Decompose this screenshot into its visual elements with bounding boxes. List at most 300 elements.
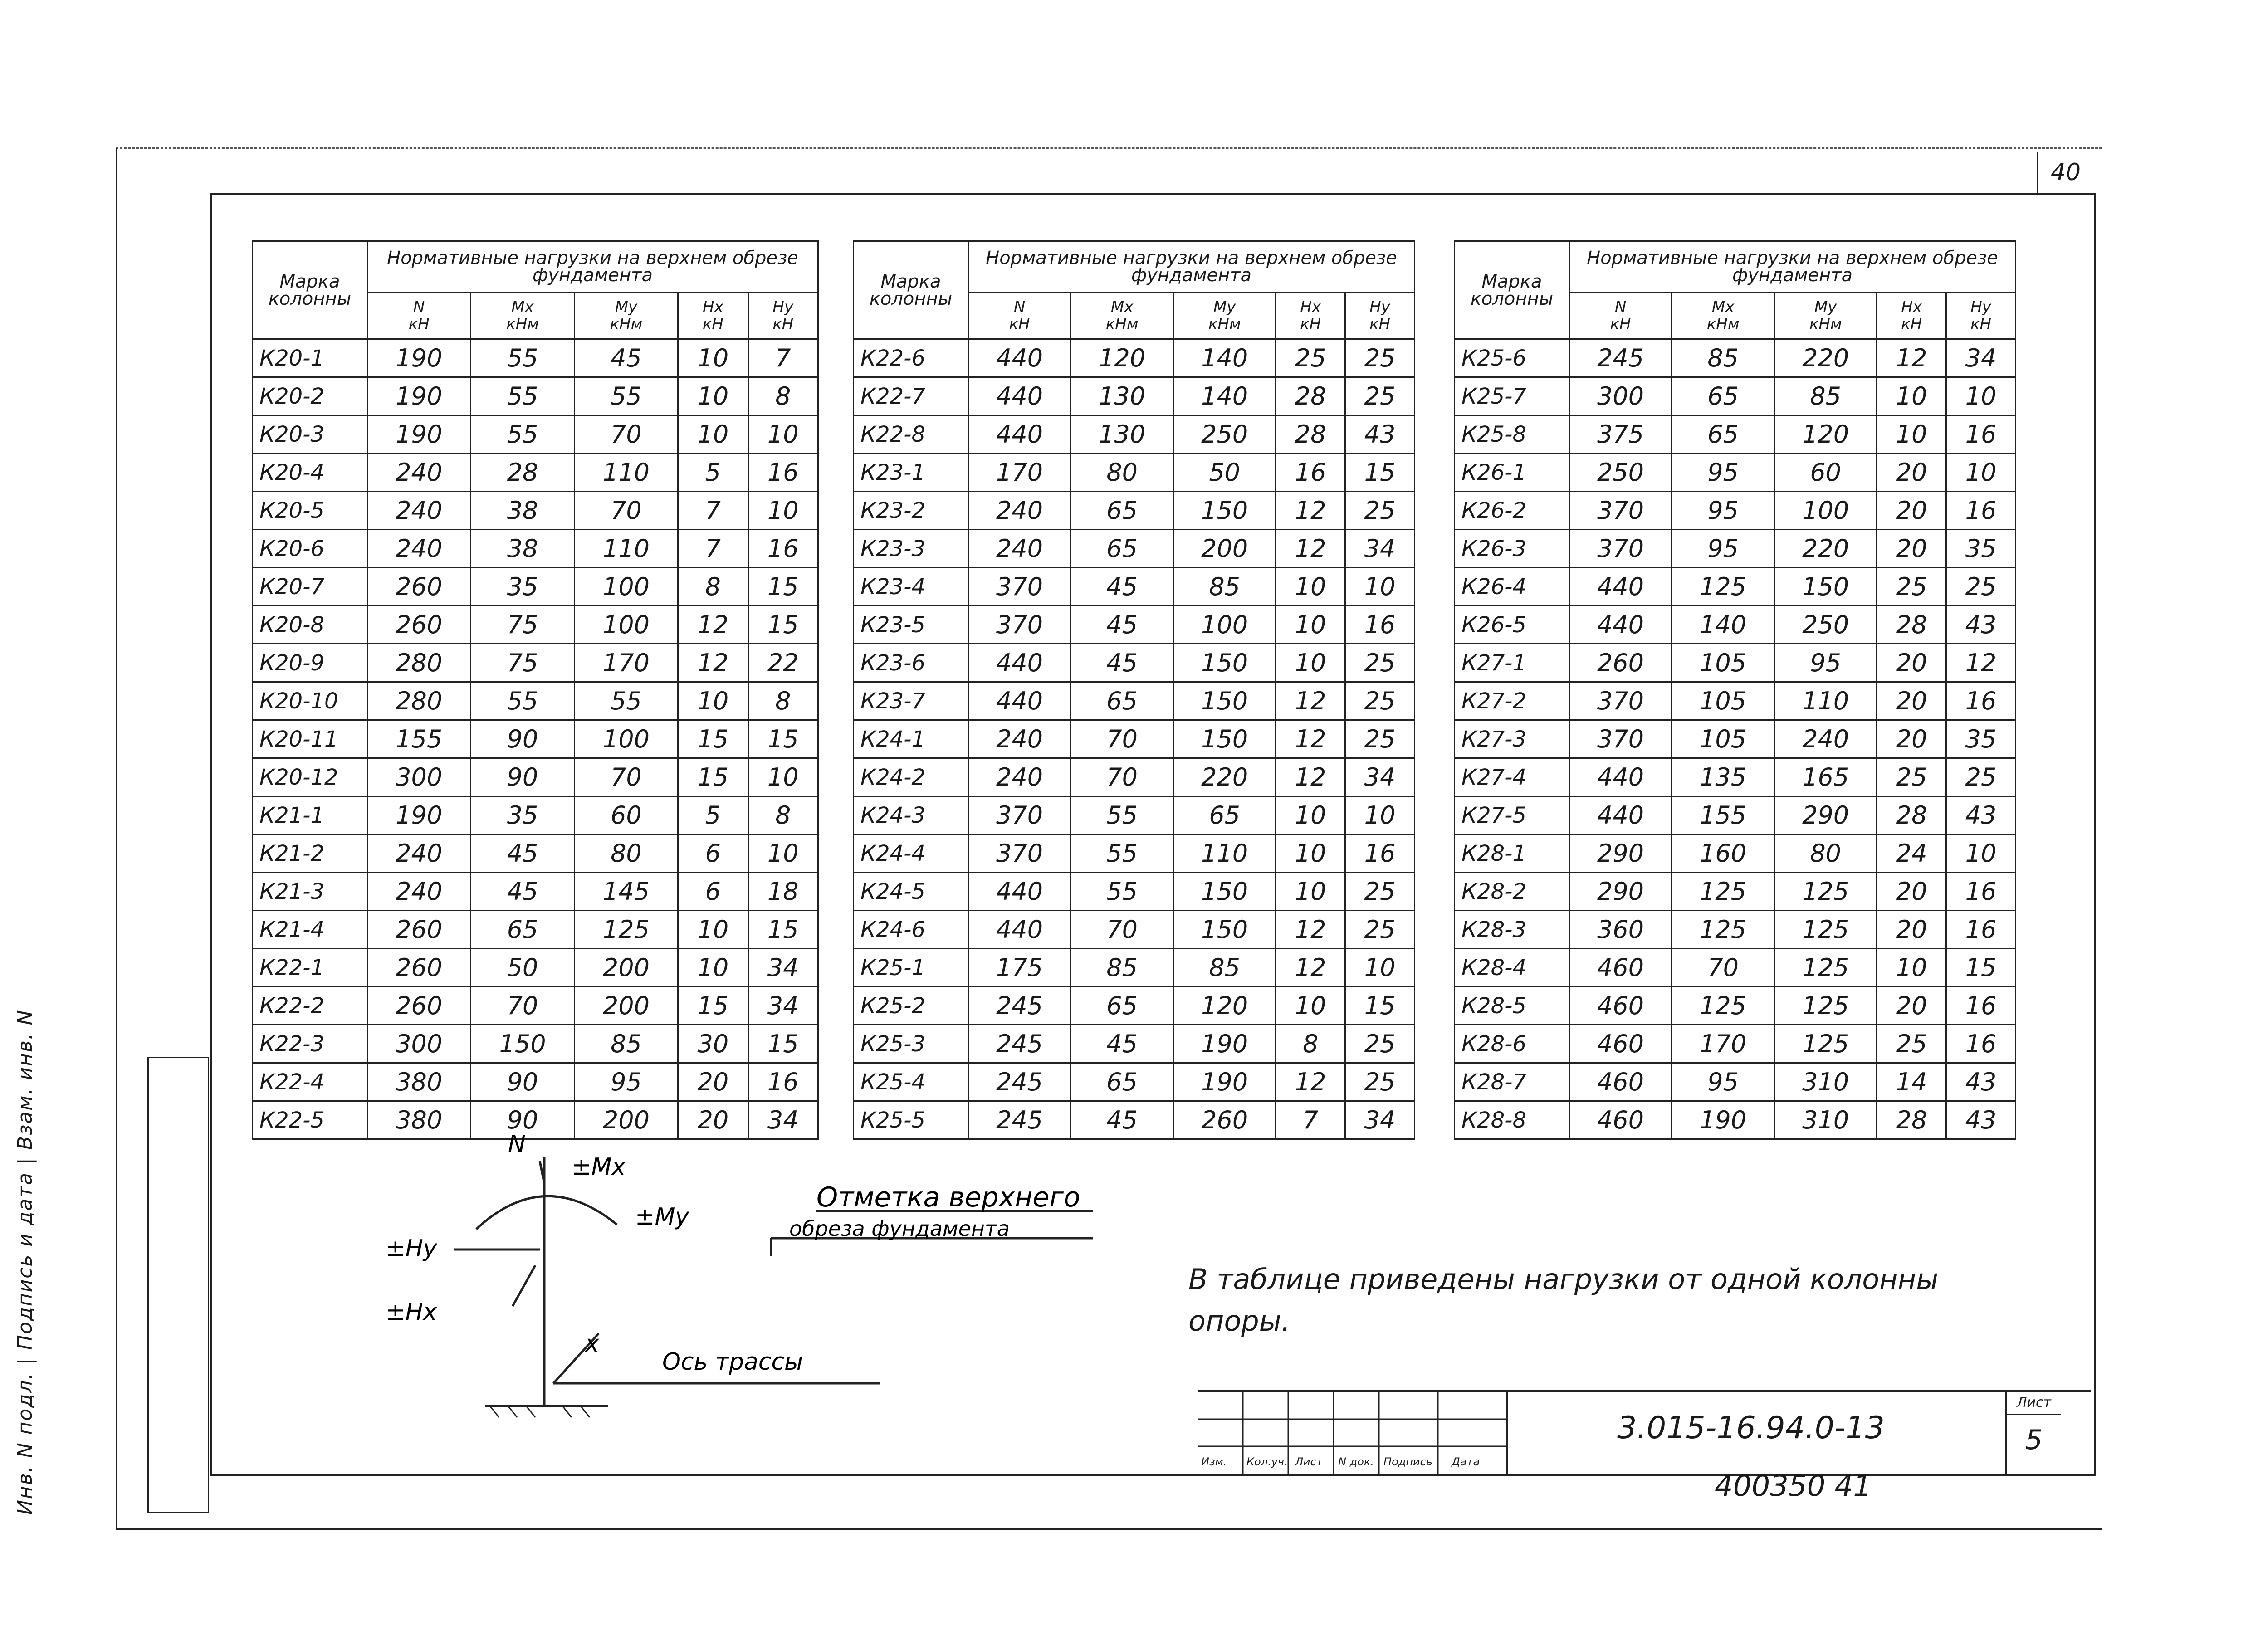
load-value-cell: 190 bbox=[367, 377, 471, 415]
load-value-cell: 440 bbox=[1569, 758, 1672, 796]
column-mark-cell: К24-1 bbox=[854, 720, 968, 758]
load-value-cell: 175 bbox=[968, 949, 1071, 987]
column-mark-cell: К20-11 bbox=[253, 720, 367, 758]
column-unit: кН bbox=[1300, 315, 1321, 333]
column-mark-cell: К27-4 bbox=[1455, 758, 1569, 796]
load-value-cell: 360 bbox=[1569, 911, 1672, 949]
load-value-cell: 45 bbox=[1071, 644, 1173, 682]
load-value-cell: 290 bbox=[1774, 796, 1877, 835]
load-value-cell: 45 bbox=[574, 339, 678, 377]
column-mark-cell: К21-1 bbox=[253, 796, 367, 835]
load-value-cell: 10 bbox=[1276, 644, 1345, 682]
load-value-cell: 65 bbox=[471, 911, 574, 949]
table-row bbox=[253, 492, 818, 530]
table-row bbox=[1455, 1063, 2016, 1101]
table-row bbox=[1455, 949, 2016, 987]
load-value-cell: 110 bbox=[574, 530, 678, 568]
load-value-cell: 200 bbox=[574, 987, 678, 1025]
table-row bbox=[1455, 454, 2016, 492]
load-value-cell: 12 bbox=[1276, 911, 1345, 949]
load-value-cell: 28 bbox=[1276, 415, 1345, 454]
load-value-cell: 28 bbox=[1877, 796, 1946, 835]
load-value-cell: 370 bbox=[968, 796, 1071, 835]
load-value-cell: 260 bbox=[367, 949, 471, 987]
load-value-cell: 100 bbox=[574, 720, 678, 758]
load-value-cell: 95 bbox=[1774, 644, 1877, 682]
load-value-cell: 10 bbox=[1345, 949, 1415, 987]
load-value-cell: 15 bbox=[748, 911, 818, 949]
load-value-cell: 10 bbox=[748, 835, 818, 873]
load-value-cell: 35 bbox=[471, 568, 574, 606]
column-symbol: My bbox=[615, 298, 638, 316]
column-mark-cell: К25-4 bbox=[854, 1063, 968, 1101]
sheet-number: 40 bbox=[2037, 152, 2093, 195]
load-value-cell: 34 bbox=[1345, 758, 1415, 796]
load-value-cell: 65 bbox=[1071, 1063, 1173, 1101]
load-value-cell: 160 bbox=[1672, 835, 1774, 873]
load-value-cell: 12 bbox=[1276, 758, 1345, 796]
load-value-cell: 43 bbox=[1946, 796, 2016, 835]
table-row bbox=[1455, 644, 2016, 682]
column-mark-cell: К22-4 bbox=[253, 1063, 367, 1101]
load-value-cell: 95 bbox=[1672, 530, 1774, 568]
column-mark-cell: К26-4 bbox=[1455, 568, 1569, 606]
load-value-cell: 12 bbox=[1276, 949, 1345, 987]
loads-header: Нормативные нагрузки на верхнем обрезе фундамента bbox=[367, 241, 818, 293]
load-value-cell: 10 bbox=[678, 377, 748, 415]
top-mark-label-2: обреза фундамента bbox=[789, 1216, 1010, 1241]
cap-data: Дата bbox=[1452, 1455, 1480, 1468]
column-mark-cell: К28-7 bbox=[1455, 1063, 1569, 1101]
load-value-cell: 190 bbox=[1672, 1101, 1774, 1139]
label-n: N bbox=[508, 1134, 526, 1158]
load-value-cell: 75 bbox=[471, 644, 574, 682]
table-row bbox=[253, 1063, 818, 1101]
load-value-cell: 95 bbox=[574, 1063, 678, 1101]
load-value-cell: 150 bbox=[1173, 644, 1276, 682]
load-value-cell: 16 bbox=[748, 530, 818, 568]
column-mark-cell: К21-4 bbox=[253, 911, 367, 949]
load-value-cell: 170 bbox=[968, 454, 1071, 492]
column-unit: кН bbox=[1369, 315, 1391, 333]
load-value-cell: 260 bbox=[367, 911, 471, 949]
load-value-cell: 20 bbox=[1877, 530, 1946, 568]
load-value-cell: 240 bbox=[367, 530, 471, 568]
table-row bbox=[253, 454, 818, 492]
table-row bbox=[1455, 1101, 2016, 1139]
load-value-cell: 125 bbox=[1672, 911, 1774, 949]
load-value-cell: 10 bbox=[1276, 873, 1345, 911]
load-value-cell: 12 bbox=[1276, 492, 1345, 530]
column-mark-cell: К23-5 bbox=[854, 606, 968, 644]
load-value-cell: 34 bbox=[748, 1101, 818, 1139]
load-value-cell: 70 bbox=[574, 415, 678, 454]
table-row bbox=[1455, 796, 2016, 835]
load-value-cell: 110 bbox=[1173, 835, 1276, 873]
load-value-cell: 25 bbox=[1345, 873, 1415, 911]
load-value-cell: 375 bbox=[1569, 415, 1672, 454]
load-value-cell: 34 bbox=[1345, 1101, 1415, 1139]
load-value-cell: 12 bbox=[678, 644, 748, 682]
table-row bbox=[1455, 530, 2016, 568]
table-row bbox=[854, 530, 1415, 568]
load-value-cell: 240 bbox=[367, 454, 471, 492]
load-value-cell: 380 bbox=[367, 1101, 471, 1139]
table-row bbox=[854, 796, 1415, 835]
load-value-cell: 60 bbox=[574, 796, 678, 835]
load-value-cell: 155 bbox=[367, 720, 471, 758]
column-mark-cell: К22-7 bbox=[854, 377, 968, 415]
load-value-cell: 290 bbox=[1569, 873, 1672, 911]
load-value-cell: 15 bbox=[1946, 949, 2016, 987]
table-row bbox=[854, 454, 1415, 492]
table-row bbox=[854, 949, 1415, 987]
load-value-cell: 280 bbox=[367, 682, 471, 720]
column-unit: кН bbox=[1970, 315, 1992, 333]
load-value-cell: 240 bbox=[968, 492, 1071, 530]
table-row bbox=[253, 949, 818, 987]
load-value-cell: 15 bbox=[748, 1025, 818, 1063]
column-mark-cell: К25-1 bbox=[854, 949, 968, 987]
load-value-cell: 38 bbox=[471, 530, 574, 568]
load-value-cell: 150 bbox=[471, 1025, 574, 1063]
load-value-cell: 260 bbox=[1569, 644, 1672, 682]
load-value-cell: 65 bbox=[1071, 530, 1173, 568]
load-value-cell: 15 bbox=[748, 606, 818, 644]
column-unit: кНм bbox=[1105, 315, 1139, 333]
mark-header: Марка колонны bbox=[854, 241, 968, 339]
load-value-cell: 25 bbox=[1877, 1025, 1946, 1063]
load-value-cell: 28 bbox=[1877, 1101, 1946, 1139]
load-value-cell: 5 bbox=[678, 796, 748, 835]
column-mark-cell: К23-3 bbox=[854, 530, 968, 568]
load-value-cell: 200 bbox=[574, 949, 678, 987]
load-value-cell: 10 bbox=[748, 492, 818, 530]
load-value-cell: 20 bbox=[1877, 873, 1946, 911]
load-value-cell: 18 bbox=[748, 873, 818, 911]
load-value-cell: 25 bbox=[1877, 568, 1946, 606]
column-mark-cell: К22-1 bbox=[253, 949, 367, 987]
load-value-cell: 170 bbox=[574, 644, 678, 682]
load-value-cell: 120 bbox=[1071, 339, 1173, 377]
load-value-cell: 35 bbox=[1946, 530, 2016, 568]
label-mx: ±Mx bbox=[572, 1153, 626, 1181]
table-row bbox=[854, 682, 1415, 720]
column-symbol: Hy bbox=[772, 298, 794, 316]
table-row bbox=[854, 492, 1415, 530]
load-value-cell: 190 bbox=[367, 796, 471, 835]
load-value-cell: 260 bbox=[367, 568, 471, 606]
load-value-cell: 245 bbox=[968, 1025, 1071, 1063]
load-value-cell: 80 bbox=[574, 835, 678, 873]
load-value-cell: 50 bbox=[471, 949, 574, 987]
column-mark-cell: К27-2 bbox=[1455, 682, 1569, 720]
column-symbol: Mx bbox=[511, 298, 534, 316]
load-value-cell: 20 bbox=[678, 1101, 748, 1139]
column-mark-cell: К25-2 bbox=[854, 987, 968, 1025]
column-mark-cell: К22-8 bbox=[854, 415, 968, 454]
loads-table-1 bbox=[252, 240, 819, 1140]
load-value-cell: 43 bbox=[1946, 1101, 2016, 1139]
column-header-my bbox=[1774, 293, 1877, 339]
load-value-cell: 70 bbox=[471, 987, 574, 1025]
load-value-cell: 125 bbox=[1774, 873, 1877, 911]
load-value-cell: 90 bbox=[471, 1101, 574, 1139]
load-value-cell: 60 bbox=[1774, 454, 1877, 492]
load-value-cell: 460 bbox=[1569, 1063, 1672, 1101]
load-value-cell: 440 bbox=[1569, 606, 1672, 644]
table-row bbox=[854, 720, 1415, 758]
column-mark-cell: К27-1 bbox=[1455, 644, 1569, 682]
column-mark-cell: К21-2 bbox=[253, 835, 367, 873]
load-value-cell: 310 bbox=[1774, 1063, 1877, 1101]
column-unit: кН bbox=[1610, 315, 1631, 333]
load-value-cell: 8 bbox=[1276, 1025, 1345, 1063]
load-value-cell: 245 bbox=[968, 1063, 1071, 1101]
load-value-cell: 100 bbox=[574, 568, 678, 606]
load-value-cell: 25 bbox=[1345, 1063, 1415, 1101]
column-header-hy bbox=[748, 293, 818, 339]
load-value-cell: 220 bbox=[1774, 339, 1877, 377]
column-header-hy bbox=[1345, 293, 1415, 339]
load-value-cell: 150 bbox=[1173, 911, 1276, 949]
load-value-cell: 7 bbox=[678, 530, 748, 568]
column-header-mx bbox=[471, 293, 574, 339]
column-mark-cell: К24-3 bbox=[854, 796, 968, 835]
column-mark-cell: К27-5 bbox=[1455, 796, 1569, 835]
column-mark-cell: К28-4 bbox=[1455, 949, 1569, 987]
load-value-cell: 370 bbox=[1569, 720, 1672, 758]
load-value-cell: 370 bbox=[1569, 682, 1672, 720]
load-value-cell: 70 bbox=[1672, 949, 1774, 987]
column-unit: кН bbox=[1009, 315, 1030, 333]
load-value-cell: 55 bbox=[471, 682, 574, 720]
mx-moment-arc bbox=[476, 1196, 617, 1229]
load-value-cell: 10 bbox=[1345, 568, 1415, 606]
load-value-cell: 150 bbox=[1173, 492, 1276, 530]
load-value-cell: 250 bbox=[1569, 454, 1672, 492]
load-value-cell: 130 bbox=[1071, 415, 1173, 454]
column-symbol: Hy bbox=[1369, 298, 1390, 316]
load-value-cell: 120 bbox=[1173, 987, 1276, 1025]
column-unit: кН bbox=[1901, 315, 1922, 333]
revision-grid bbox=[1198, 1392, 1508, 1474]
sheet-box bbox=[2005, 1392, 2061, 1474]
load-value-cell: 145 bbox=[574, 873, 678, 911]
load-value-cell: 125 bbox=[1672, 987, 1774, 1025]
hx-arrow-line bbox=[513, 1265, 535, 1306]
column-symbol: N bbox=[413, 298, 425, 316]
load-value-cell: 440 bbox=[1569, 568, 1672, 606]
load-value-cell: 70 bbox=[1071, 758, 1173, 796]
load-value-cell: 300 bbox=[367, 1025, 471, 1063]
load-value-cell: 85 bbox=[1672, 339, 1774, 377]
load-value-cell: 260 bbox=[367, 606, 471, 644]
load-value-cell: 370 bbox=[968, 568, 1071, 606]
load-value-cell: 25 bbox=[1345, 377, 1415, 415]
load-value-cell: 15 bbox=[678, 987, 748, 1025]
column-mark-cell: К20-12 bbox=[253, 758, 367, 796]
load-value-cell: 85 bbox=[1173, 568, 1276, 606]
inventory-number: 400350 41 bbox=[1715, 1469, 1872, 1503]
load-value-cell: 65 bbox=[1071, 492, 1173, 530]
load-value-cell: 34 bbox=[1946, 339, 2016, 377]
load-value-cell: 16 bbox=[1946, 492, 2016, 530]
load-value-cell: 15 bbox=[1345, 454, 1415, 492]
table-row bbox=[1455, 987, 2016, 1025]
load-value-cell: 7 bbox=[1276, 1101, 1345, 1139]
load-value-cell: 25 bbox=[1946, 568, 2016, 606]
column-header-my bbox=[574, 293, 678, 339]
load-value-cell: 10 bbox=[1276, 568, 1345, 606]
load-value-cell: 460 bbox=[1569, 987, 1672, 1025]
load-value-cell: 65 bbox=[1071, 682, 1173, 720]
load-value-cell: 370 bbox=[1569, 530, 1672, 568]
load-value-cell: 80 bbox=[1774, 835, 1877, 873]
load-value-cell: 240 bbox=[968, 758, 1071, 796]
table-row bbox=[253, 530, 818, 568]
load-value-cell: 16 bbox=[748, 454, 818, 492]
column-mark-cell: К20-10 bbox=[253, 682, 367, 720]
load-value-cell: 10 bbox=[1877, 415, 1946, 454]
load-value-cell: 43 bbox=[1345, 415, 1415, 454]
load-value-cell: 6 bbox=[678, 835, 748, 873]
column-mark-cell: К28-1 bbox=[1455, 835, 1569, 873]
load-value-cell: 10 bbox=[678, 682, 748, 720]
column-header-hx bbox=[1276, 293, 1345, 339]
table-row bbox=[253, 644, 818, 682]
load-value-cell: 140 bbox=[1672, 606, 1774, 644]
column-unit: кН bbox=[772, 315, 794, 333]
load-value-cell: 245 bbox=[968, 987, 1071, 1025]
column-mark-cell: К28-3 bbox=[1455, 911, 1569, 949]
loads-header: Нормативные нагрузки на верхнем обрезе фундамента bbox=[1569, 241, 2016, 293]
load-value-cell: 90 bbox=[471, 720, 574, 758]
load-value-cell: 460 bbox=[1569, 1101, 1672, 1139]
table-row bbox=[1455, 339, 2016, 377]
column-unit: кНм bbox=[610, 315, 643, 333]
load-value-cell: 440 bbox=[968, 644, 1071, 682]
load-value-cell: 25 bbox=[1345, 911, 1415, 949]
load-value-cell: 125 bbox=[1774, 911, 1877, 949]
column-mark-cell: К23-4 bbox=[854, 568, 968, 606]
load-value-cell: 140 bbox=[1173, 339, 1276, 377]
load-value-cell: 15 bbox=[678, 720, 748, 758]
load-value-cell: 460 bbox=[1569, 1025, 1672, 1063]
load-value-cell: 50 bbox=[1173, 454, 1276, 492]
load-value-cell: 75 bbox=[471, 606, 574, 644]
column-header-my bbox=[1173, 293, 1276, 339]
load-value-cell: 300 bbox=[367, 758, 471, 796]
cap-ndoc: N док. bbox=[1338, 1455, 1374, 1468]
column-unit: кН bbox=[408, 315, 430, 333]
load-value-cell: 125 bbox=[574, 911, 678, 949]
loads-table-3 bbox=[1454, 240, 2016, 1140]
load-value-cell: 240 bbox=[968, 720, 1071, 758]
load-value-cell: 55 bbox=[1071, 835, 1173, 873]
load-value-cell: 12 bbox=[1877, 339, 1946, 377]
load-value-cell: 95 bbox=[1672, 492, 1774, 530]
table-row bbox=[1455, 415, 2016, 454]
load-value-cell: 10 bbox=[1345, 796, 1415, 835]
load-value-cell: 8 bbox=[748, 796, 818, 835]
load-value-cell: 125 bbox=[1672, 873, 1774, 911]
load-value-cell: 100 bbox=[1774, 492, 1877, 530]
table-row bbox=[253, 568, 818, 606]
load-value-cell: 125 bbox=[1774, 987, 1877, 1025]
column-mark-cell: К22-2 bbox=[253, 987, 367, 1025]
load-value-cell: 8 bbox=[678, 568, 748, 606]
load-value-cell: 45 bbox=[1071, 568, 1173, 606]
table-row bbox=[253, 339, 818, 377]
load-value-cell: 65 bbox=[1672, 415, 1774, 454]
load-value-cell: 240 bbox=[968, 530, 1071, 568]
load-value-cell: 12 bbox=[1276, 1063, 1345, 1101]
table-note: В таблице приведены нагрузки от одной колонны опоры. bbox=[1188, 1263, 1939, 1337]
load-value-cell: 200 bbox=[574, 1101, 678, 1139]
column-mark-cell: К28-5 bbox=[1455, 987, 1569, 1025]
column-mark-cell: К22-5 bbox=[253, 1101, 367, 1139]
sheet-label: Лист bbox=[2007, 1392, 2061, 1415]
load-value-cell: 10 bbox=[1946, 835, 2016, 873]
column-mark-cell: К26-5 bbox=[1455, 606, 1569, 644]
table-row bbox=[854, 377, 1415, 415]
load-value-cell: 16 bbox=[1946, 1025, 2016, 1063]
load-value-cell: 25 bbox=[1276, 339, 1345, 377]
load-value-cell: 440 bbox=[968, 339, 1071, 377]
load-value-cell: 12 bbox=[678, 606, 748, 644]
load-value-cell: 150 bbox=[1774, 568, 1877, 606]
load-value-cell: 16 bbox=[1946, 415, 2016, 454]
load-value-cell: 85 bbox=[1173, 949, 1276, 987]
load-value-cell: 290 bbox=[1569, 835, 1672, 873]
load-value-cell: 16 bbox=[1345, 606, 1415, 644]
load-value-cell: 12 bbox=[1276, 720, 1345, 758]
table-row bbox=[1455, 720, 2016, 758]
load-value-cell: 125 bbox=[1774, 949, 1877, 987]
column-unit: кНм bbox=[1208, 315, 1241, 333]
load-value-cell: 300 bbox=[1569, 377, 1672, 415]
load-value-cell: 260 bbox=[1173, 1101, 1276, 1139]
side-stamp-text: Инв. N подл. | Подпись и дата | Взам. инв. N bbox=[14, 1009, 37, 1515]
table-row bbox=[1455, 568, 2016, 606]
load-value-cell: 10 bbox=[1276, 606, 1345, 644]
load-value-cell: 20 bbox=[678, 1063, 748, 1101]
load-value-cell: 85 bbox=[1774, 377, 1877, 415]
column-mark-cell: К24-5 bbox=[854, 873, 968, 911]
table-row bbox=[1455, 873, 2016, 911]
load-value-cell: 250 bbox=[1173, 415, 1276, 454]
column-header-hx bbox=[1877, 293, 1946, 339]
load-value-cell: 220 bbox=[1173, 758, 1276, 796]
load-value-cell: 100 bbox=[1173, 606, 1276, 644]
column-mark-cell: К23-7 bbox=[854, 682, 968, 720]
table-row bbox=[854, 835, 1415, 873]
load-value-cell: 16 bbox=[1946, 682, 2016, 720]
load-value-cell: 16 bbox=[1345, 835, 1415, 873]
load-value-cell: 105 bbox=[1672, 644, 1774, 682]
column-symbol: N bbox=[1614, 298, 1627, 316]
column-mark-cell: К27-3 bbox=[1455, 720, 1569, 758]
load-value-cell: 28 bbox=[1276, 377, 1345, 415]
load-value-cell: 20 bbox=[1877, 492, 1946, 530]
side-stamp-strip bbox=[147, 1057, 209, 1513]
load-value-cell: 220 bbox=[1774, 530, 1877, 568]
load-value-cell: 310 bbox=[1774, 1101, 1877, 1139]
column-mark-cell: К28-2 bbox=[1455, 873, 1569, 911]
table-row bbox=[253, 377, 818, 415]
load-value-cell: 10 bbox=[678, 911, 748, 949]
